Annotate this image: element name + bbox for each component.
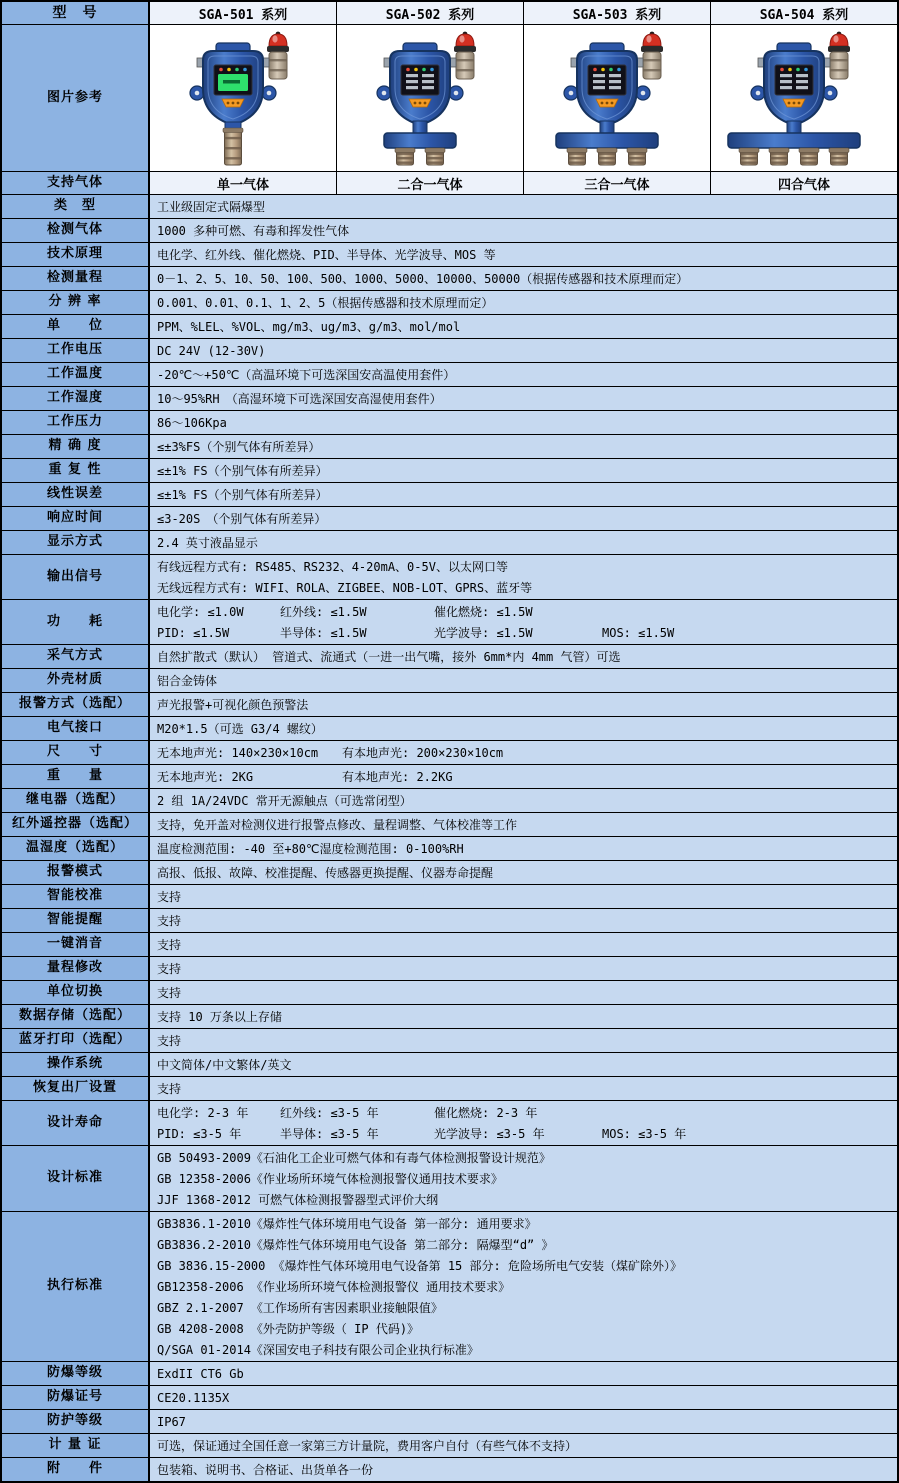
- spec-rows: [2, 195, 897, 1481]
- row-value: [150, 861, 897, 884]
- row-value: [150, 789, 897, 812]
- row-value: [150, 837, 897, 860]
- value-segment: ≤±3%FS（个别气体有所差异）: [157, 440, 321, 454]
- value-line: [157, 388, 893, 409]
- value-segment: 无本地声光: 2KG: [157, 770, 254, 784]
- value-segment: 电化学、红外线、催化燃烧、PID、半导体、光学波导、MOS 等: [157, 248, 496, 262]
- row-label: 智能校准: [2, 885, 150, 908]
- row-value: [150, 1458, 897, 1481]
- value-segment: 10～95%RH （高湿环境下可选深国安高湿使用套件）: [157, 392, 442, 406]
- value-line: [157, 508, 893, 529]
- value-segment: ExdII CT6 Gb: [157, 1366, 244, 1381]
- row-label: 报警方式（选配）: [2, 693, 150, 716]
- row-value: [150, 693, 897, 716]
- model-name: SGA-503 系列: [524, 2, 711, 24]
- value-segment: 0.001、0.01、0.1、1、2、5（根据传感器和技术原理而定）: [157, 296, 494, 310]
- value-line: [157, 838, 893, 859]
- spec-row: [2, 219, 897, 243]
- value-segment: 红外线: ≤3-5 年: [280, 1106, 379, 1120]
- row-value: [150, 1410, 897, 1433]
- row-label: 尺 寸: [2, 741, 150, 764]
- value-line: [157, 577, 893, 598]
- row-value: [150, 1077, 897, 1100]
- value-line: [157, 718, 893, 739]
- value-segment: 无本地声光: 140×230×10cm: [157, 746, 319, 760]
- row-value: [150, 219, 897, 242]
- spec-row: [2, 885, 897, 909]
- value-segment: 86～106Kpa: [157, 416, 227, 430]
- spec-row: [2, 555, 897, 600]
- value-line: [157, 532, 893, 553]
- row-label: 响应时间: [2, 507, 150, 530]
- value-line: [157, 694, 893, 715]
- value-line: [157, 556, 893, 577]
- device-image-cell: [337, 25, 524, 171]
- row-label: 精 确 度: [2, 435, 150, 458]
- row-value: [150, 411, 897, 434]
- value-line: [157, 1030, 893, 1051]
- spec-row: [2, 459, 897, 483]
- value-line: [157, 1102, 893, 1123]
- spec-row: [2, 1077, 897, 1101]
- value-line: [157, 292, 893, 313]
- row-value: [150, 909, 897, 932]
- row-value: [150, 387, 897, 410]
- spec-row: [2, 600, 897, 645]
- value-segment: 支持: [157, 914, 182, 928]
- row-label: 恢复出厂设置: [2, 1077, 150, 1100]
- value-segment: 支持: [157, 1082, 182, 1096]
- value-segment: GB3836.1-2010《爆炸性气体环境用电气设备 第一部分: 通用要求》: [157, 1217, 537, 1231]
- row-value: [150, 741, 897, 764]
- gas-row: [2, 172, 897, 195]
- row-label: 计 量 证: [2, 1434, 150, 1457]
- spec-row: [2, 1053, 897, 1077]
- row-label: 执行标准: [2, 1212, 150, 1361]
- gas-type: 单一气体: [150, 172, 337, 194]
- row-value: [150, 315, 897, 338]
- row-value: [150, 717, 897, 740]
- row-value: [150, 363, 897, 386]
- value-line: [157, 1387, 893, 1408]
- value-segment: 半导体: ≤3-5 年: [280, 1127, 379, 1141]
- value-segment: 声光报警+可视化颜色预警法: [157, 698, 309, 712]
- value-line: [157, 1123, 893, 1144]
- value-segment: CE20.1135X: [157, 1390, 230, 1405]
- row-label: 设计寿命: [2, 1101, 150, 1145]
- row-value: [150, 981, 897, 1004]
- value-segment: 工业级固定式隔爆型: [157, 200, 266, 214]
- spec-row: [2, 717, 897, 741]
- spec-row: [2, 1458, 897, 1481]
- value-line: [157, 886, 893, 907]
- value-line: [157, 244, 893, 265]
- spec-row: [2, 243, 897, 267]
- value-segment: 催化燃烧: 2-3 年: [434, 1106, 538, 1120]
- value-line: [157, 601, 893, 622]
- row-value: [150, 1146, 897, 1211]
- value-segment: 有线远程方式有: RS485、RS232、4-20mA、0-5V、以太网口等: [157, 560, 508, 574]
- row-label: 蓝牙打印（选配）: [2, 1029, 150, 1052]
- value-line: [157, 196, 893, 217]
- gas-type: 二合一气体: [337, 172, 524, 194]
- gas-detector-two-probe-icon: [338, 29, 522, 167]
- row-label: 智能提醒: [2, 909, 150, 932]
- value-line: [157, 646, 893, 667]
- row-label: 附 件: [2, 1458, 150, 1481]
- value-segment: 红外线: ≤1.5W: [280, 605, 367, 619]
- row-label: 电气接口: [2, 717, 150, 740]
- value-segment: ≤±1% FS（个别气体有所差异）: [157, 464, 328, 478]
- value-line: [157, 484, 893, 505]
- row-label: 线性误差: [2, 483, 150, 506]
- row-label: 量程修改: [2, 957, 150, 980]
- value-line: [157, 670, 893, 691]
- row-label: 重 复 性: [2, 459, 150, 482]
- spec-row: [2, 1212, 897, 1362]
- gas-detector-three-probe-icon: [525, 29, 709, 167]
- value-segment: IP67: [157, 1414, 186, 1429]
- value-line: [157, 1318, 893, 1339]
- row-value: [150, 600, 897, 644]
- value-line: [157, 1339, 893, 1360]
- value-segment: GB 50493-2009《石油化工企业可燃气体和有毒气体检测报警设计规范》: [157, 1151, 551, 1165]
- image-row: [2, 25, 897, 172]
- gas-detector-four-probe-icon: [712, 29, 896, 167]
- spec-row: [2, 363, 897, 387]
- row-value: [150, 1434, 897, 1457]
- value-segment: 2 组 1A/24VDC 常开无源触点（可选常闭型）: [157, 794, 412, 808]
- spec-row: [2, 315, 897, 339]
- row-label-gas: 支持气体: [2, 172, 150, 194]
- value-line: [157, 1297, 893, 1318]
- value-line: [157, 766, 893, 787]
- value-segment: 电化学: 2-3 年: [157, 1106, 249, 1120]
- value-segment: 有本地声光: 200×230×10cm: [342, 746, 504, 760]
- value-line: [157, 934, 893, 955]
- device-cells: [150, 25, 897, 171]
- value-line: [157, 622, 893, 643]
- value-segment: GB3836.2-2010《爆炸性气体环境用电气设备 第二部分: 隔爆型“d” 》: [157, 1238, 554, 1252]
- row-label: 红外遥控器（选配）: [2, 813, 150, 836]
- row-value: [150, 243, 897, 266]
- spec-row: [2, 789, 897, 813]
- row-value: [150, 933, 897, 956]
- value-line: [157, 1189, 893, 1210]
- row-label: 显示方式: [2, 531, 150, 554]
- row-value: [150, 1386, 897, 1409]
- row-label: 分 辨 率: [2, 291, 150, 314]
- value-segment: 有本地声光: 2.2KG: [342, 770, 453, 784]
- value-segment: 2.4 英寸液晶显示: [157, 536, 258, 550]
- value-line: [157, 1459, 893, 1480]
- value-line: [157, 1411, 893, 1432]
- value-segment: GB 4208-2008 《外壳防护等级（ IP 代码)》: [157, 1322, 420, 1336]
- value-line: [157, 814, 893, 835]
- value-line: [157, 220, 893, 241]
- row-label: 防护等级: [2, 1410, 150, 1433]
- value-segment: 支持: [157, 890, 182, 904]
- value-line: [157, 340, 893, 361]
- value-line: [157, 268, 893, 289]
- gas-type: 四合气体: [711, 172, 897, 194]
- value-segment: MOS: ≤3-5 年: [602, 1127, 687, 1141]
- value-segment: ≤3-20S （个别气体有所差异）: [157, 512, 327, 526]
- spec-row: [2, 933, 897, 957]
- row-label: 一键消音: [2, 933, 150, 956]
- spec-row: [2, 909, 897, 933]
- spec-row: [2, 387, 897, 411]
- spec-row: [2, 267, 897, 291]
- row-label: 技术原理: [2, 243, 150, 266]
- row-label: 外壳材质: [2, 669, 150, 692]
- value-line: [157, 1276, 893, 1297]
- value-segment: ≤±1% FS（个别气体有所差异）: [157, 488, 328, 502]
- value-line: [157, 1078, 893, 1099]
- value-segment: 中文简体/中文繁体/英文: [157, 1058, 292, 1072]
- spec-row: [2, 435, 897, 459]
- row-label: 类 型: [2, 195, 150, 218]
- model-name: SGA-502 系列: [337, 2, 524, 24]
- spec-row: [2, 339, 897, 363]
- value-segment: 0－1、2、5、10、50、100、500、1000、5000、10000、50000（根据传感器和技术原理而定）: [157, 272, 689, 286]
- model-name: SGA-501 系列: [150, 2, 337, 24]
- value-line: [157, 982, 893, 1003]
- row-value: [150, 267, 897, 290]
- row-value: [150, 195, 897, 218]
- row-value: [150, 483, 897, 506]
- spec-row: [2, 861, 897, 885]
- spec-row: [2, 1101, 897, 1146]
- row-value: [150, 765, 897, 788]
- row-value: [150, 459, 897, 482]
- value-segment: 光学波导: ≤1.5W: [434, 626, 533, 640]
- spec-row: [2, 741, 897, 765]
- row-label: 工作湿度: [2, 387, 150, 410]
- row-label: 继电器（选配）: [2, 789, 150, 812]
- gas-type: 三合一气体: [524, 172, 711, 194]
- spec-row: [2, 765, 897, 789]
- value-line: [157, 790, 893, 811]
- spec-row: [2, 981, 897, 1005]
- value-segment: GB 3836.15-2000 《爆炸性气体环境用电气设备第 15 部分: 危险场所电气安装（煤矿除外）》: [157, 1259, 682, 1273]
- row-value: [150, 1029, 897, 1052]
- device-image-cell: [711, 25, 897, 171]
- value-segment: 无线远程方式有: WIFI、ROLA、ZIGBEE、NOB-LOT、GPRS、蓝牙等: [157, 581, 533, 595]
- value-segment: PPM、%LEL、%VOL、mg/m3、ug/m3、g/m3、mol/mol: [157, 320, 461, 334]
- spec-row: [2, 411, 897, 435]
- row-value: [150, 645, 897, 668]
- row-value: [150, 1362, 897, 1385]
- value-segment: 催化燃烧: ≤1.5W: [434, 605, 533, 619]
- value-line: [157, 1255, 893, 1276]
- spec-row: [2, 1362, 897, 1386]
- value-segment: PID: ≤1.5W: [157, 625, 230, 640]
- row-label: 操作系统: [2, 1053, 150, 1076]
- value-segment: M20*1.5（可选 G3/4 螺纹）: [157, 722, 323, 736]
- row-value: [150, 291, 897, 314]
- value-segment: Q/SGA 01-2014《深国安电子科技有限公司企业执行标准》: [157, 1343, 479, 1357]
- value-segment: 半导体: ≤1.5W: [280, 626, 367, 640]
- value-line: [157, 910, 893, 931]
- row-value: [150, 435, 897, 458]
- value-segment: 湿度检测范围: 0-100%RH: [319, 842, 464, 856]
- value-segment: 支持，免开盖对检测仪进行报警点修改、量程调整、气体校准等工作: [157, 818, 518, 832]
- row-label: 采气方式: [2, 645, 150, 668]
- spec-row: [2, 693, 897, 717]
- value-line: [157, 1363, 893, 1384]
- value-segment: 电化学: ≤1.0W: [157, 605, 244, 619]
- value-segment: 1000 多种可燃、有毒和挥发性气体: [157, 224, 350, 238]
- value-segment: 支持: [157, 1034, 182, 1048]
- value-segment: MOS: ≤1.5W: [602, 625, 675, 640]
- row-label: 重 量: [2, 765, 150, 788]
- value-line: [157, 958, 893, 979]
- value-segment: DC 24V (12-30V): [157, 343, 266, 358]
- value-segment: 支持: [157, 986, 182, 1000]
- row-label: 报警模式: [2, 861, 150, 884]
- row-value: [150, 555, 897, 599]
- row-value: [150, 1212, 897, 1361]
- row-label: 数据存储（选配）: [2, 1005, 150, 1028]
- value-segment: JJF 1368-2012 可燃气体检测报警器型式评价大纲: [157, 1193, 439, 1207]
- row-value: [150, 531, 897, 554]
- gas-detector-single-probe-icon: [151, 29, 335, 167]
- value-segment: -20℃～+50℃（高温环境下可选深国安高温使用套件）: [157, 368, 456, 382]
- model-header-row: [2, 2, 897, 25]
- value-line: [157, 1435, 893, 1456]
- spec-row: [2, 957, 897, 981]
- value-segment: 支持: [157, 938, 182, 952]
- value-segment: 支持 10 万条以上存储: [157, 1010, 282, 1024]
- value-line: [157, 1234, 893, 1255]
- spec-row: [2, 1146, 897, 1212]
- value-segment: 光学波导: ≤3-5 年: [434, 1127, 545, 1141]
- spec-row: [2, 837, 897, 861]
- value-segment: GBZ 2.1-2007 《工作场所有害因素职业接触限值》: [157, 1301, 443, 1315]
- spec-row: [2, 291, 897, 315]
- row-label: 工作电压: [2, 339, 150, 362]
- spec-row: [2, 483, 897, 507]
- row-label: 输出信号: [2, 555, 150, 599]
- spec-row: [2, 1410, 897, 1434]
- value-line: [157, 316, 893, 337]
- model-name: SGA-504 系列: [711, 2, 897, 24]
- row-label: 防爆证号: [2, 1386, 150, 1409]
- row-value: [150, 507, 897, 530]
- row-label: 温湿度（选配）: [2, 837, 150, 860]
- row-label: 检测量程: [2, 267, 150, 290]
- spec-row: [2, 1386, 897, 1410]
- value-segment: PID: ≤3-5 年: [157, 1127, 242, 1141]
- row-value: [150, 339, 897, 362]
- value-line: [157, 436, 893, 457]
- row-label: 工作温度: [2, 363, 150, 386]
- row-value: [150, 1101, 897, 1145]
- value-line: [157, 1147, 893, 1168]
- value-segment: 自然扩散式（默认） 管道式、流通式（一进一出气嘴，接外 6mm*内 4mm 气管）可选: [157, 650, 621, 664]
- device-image-cell: [524, 25, 711, 171]
- row-value: [150, 1005, 897, 1028]
- value-line: [157, 862, 893, 883]
- row-value: [150, 885, 897, 908]
- model-cells: [150, 2, 897, 24]
- spec-row: [2, 531, 897, 555]
- value-line: [157, 364, 893, 385]
- spec-row: [2, 507, 897, 531]
- value-line: [157, 460, 893, 481]
- value-line: [157, 742, 893, 763]
- value-segment: GB 12358-2006《作业场所环境气体检测报警仪通用技术要求》: [157, 1172, 503, 1186]
- spec-row: [2, 1005, 897, 1029]
- value-segment: 铝合金铸体: [157, 674, 218, 688]
- row-label: 单 位: [2, 315, 150, 338]
- spec-row: [2, 645, 897, 669]
- row-label: 功 耗: [2, 600, 150, 644]
- spec-row: [2, 813, 897, 837]
- spec-row: [2, 1029, 897, 1053]
- value-line: [157, 412, 893, 433]
- spec-row: [2, 669, 897, 693]
- gas-cells: [150, 172, 897, 194]
- row-label-image: 图片参考: [2, 25, 150, 171]
- row-value: [150, 813, 897, 836]
- row-value: [150, 957, 897, 980]
- spec-row: [2, 1434, 897, 1458]
- row-label: 设计标准: [2, 1146, 150, 1211]
- spec-row: [2, 195, 897, 219]
- row-label: 检测气体: [2, 219, 150, 242]
- value-line: [157, 1213, 893, 1234]
- row-label-model: 型 号: [2, 2, 150, 24]
- value-segment: 包装箱、说明书、合格证、出货单各一份: [157, 1463, 374, 1477]
- value-segment: 高报、低报、故障、校准提醒、传感器更换提醒、仪器寿命提醒: [157, 866, 494, 880]
- value-segment: 温度检测范围: -40 至+80℃: [157, 842, 320, 856]
- value-segment: GB12358-2006 《作业场所环境气体检测报警仪 通用技术要求》: [157, 1280, 511, 1294]
- row-label: 防爆等级: [2, 1362, 150, 1385]
- row-label: 工作压力: [2, 411, 150, 434]
- row-value: [150, 669, 897, 692]
- value-line: [157, 1168, 893, 1189]
- value-line: [157, 1054, 893, 1075]
- row-label: 单位切换: [2, 981, 150, 1004]
- row-value: [150, 1053, 897, 1076]
- value-line: [157, 1006, 893, 1027]
- value-segment: 可选，保证通过全国任意一家第三方计量院，费用客户自付（有些气体不支持）: [157, 1439, 578, 1453]
- device-image-cell: [150, 25, 337, 171]
- value-segment: 支持: [157, 962, 182, 976]
